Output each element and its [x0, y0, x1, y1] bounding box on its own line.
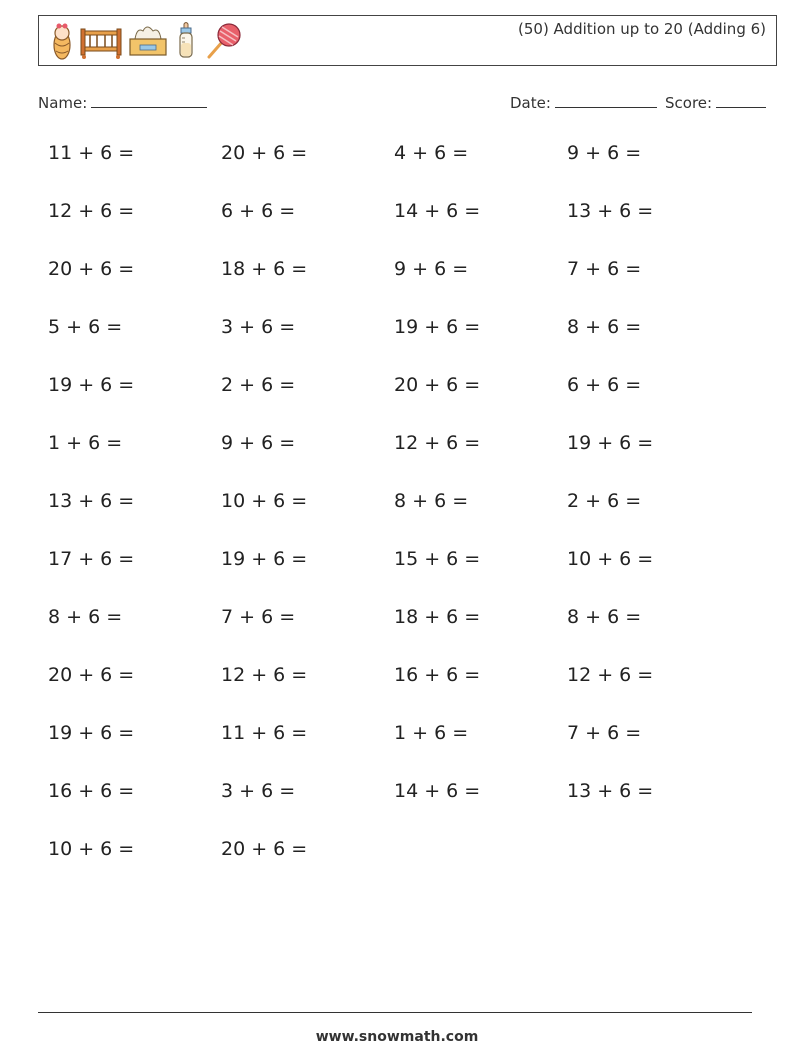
date-field [510, 93, 657, 112]
name-blank[interactable] [91, 93, 207, 108]
problem-item: 8 + 6 = [394, 490, 469, 512]
problem-item: 17 + 6 = [48, 548, 135, 570]
problem-item: 19 + 6 = [567, 432, 654, 454]
worksheet-title: (50) Addition up to 20 (Adding 6) [518, 20, 766, 38]
problem-item: 8 + 6 = [567, 316, 642, 338]
problem-item: 19 + 6 = [221, 548, 308, 570]
score-blank[interactable] [716, 93, 766, 108]
score-label: Score: [665, 94, 713, 112]
problem-item: 3 + 6 = [221, 780, 296, 802]
problem-item: 8 + 6 = [48, 606, 123, 628]
problem-item: 13 + 6 = [567, 780, 654, 802]
problem-item: 18 + 6 = [394, 606, 481, 628]
lollipop-icon [203, 21, 243, 61]
problem-item: 7 + 6 = [567, 722, 642, 744]
problem-item: 19 + 6 = [48, 722, 135, 744]
baby-icon [49, 21, 75, 61]
problem-item: 8 + 6 = [567, 606, 642, 628]
tissue-box-icon [127, 21, 169, 61]
date-blank[interactable] [555, 93, 657, 108]
problem-item: 16 + 6 = [394, 664, 481, 686]
baby-bottle-icon [173, 21, 199, 61]
problem-item: 20 + 6 = [221, 838, 308, 860]
score-field [665, 93, 766, 112]
problem-item: 4 + 6 = [394, 142, 469, 164]
problem-item: 15 + 6 = [394, 548, 481, 570]
crib-icon [79, 21, 123, 61]
worksheet-header [38, 15, 777, 66]
problem-item: 7 + 6 = [567, 258, 642, 280]
header-icons [49, 21, 243, 61]
problem-item: 13 + 6 = [48, 490, 135, 512]
problem-item: 10 + 6 = [567, 548, 654, 570]
problem-item: 18 + 6 = [221, 258, 308, 280]
problem-item: 13 + 6 = [567, 200, 654, 222]
problem-item: 3 + 6 = [221, 316, 296, 338]
problem-item: 19 + 6 = [48, 374, 135, 396]
problem-item: 14 + 6 = [394, 780, 481, 802]
problem-item: 16 + 6 = [48, 780, 135, 802]
problem-item: 10 + 6 = [221, 490, 308, 512]
problem-item: 9 + 6 = [567, 142, 642, 164]
problem-item: 14 + 6 = [394, 200, 481, 222]
problem-item: 2 + 6 = [221, 374, 296, 396]
problem-item: 12 + 6 = [567, 664, 654, 686]
date-label: Date: [510, 94, 551, 112]
problem-item: 11 + 6 = [48, 142, 135, 164]
problem-item: 7 + 6 = [221, 606, 296, 628]
problem-item: 9 + 6 = [221, 432, 296, 454]
problem-item: 20 + 6 = [48, 258, 135, 280]
problem-item: 20 + 6 = [221, 142, 308, 164]
name-label: Name: [38, 94, 88, 112]
problem-item: 12 + 6 = [221, 664, 308, 686]
problem-item: 1 + 6 = [394, 722, 469, 744]
problem-item: 2 + 6 = [567, 490, 642, 512]
problem-item: 1 + 6 = [48, 432, 123, 454]
problem-item: 20 + 6 = [394, 374, 481, 396]
problem-item: 11 + 6 = [221, 722, 308, 744]
footer-site: www.snowmath.com [315, 1029, 479, 1045]
problem-item: 20 + 6 = [48, 664, 135, 686]
problem-item: 12 + 6 = [394, 432, 481, 454]
problem-item: 12 + 6 = [48, 200, 135, 222]
problem-item: 5 + 6 = [48, 316, 123, 338]
problem-item: 9 + 6 = [394, 258, 469, 280]
problem-item: 6 + 6 = [567, 374, 642, 396]
problem-item: 6 + 6 = [221, 200, 296, 222]
footer-divider [38, 1012, 752, 1013]
problem-item: 19 + 6 = [394, 316, 481, 338]
problem-item: 10 + 6 = [48, 838, 135, 860]
name-field [38, 93, 207, 112]
